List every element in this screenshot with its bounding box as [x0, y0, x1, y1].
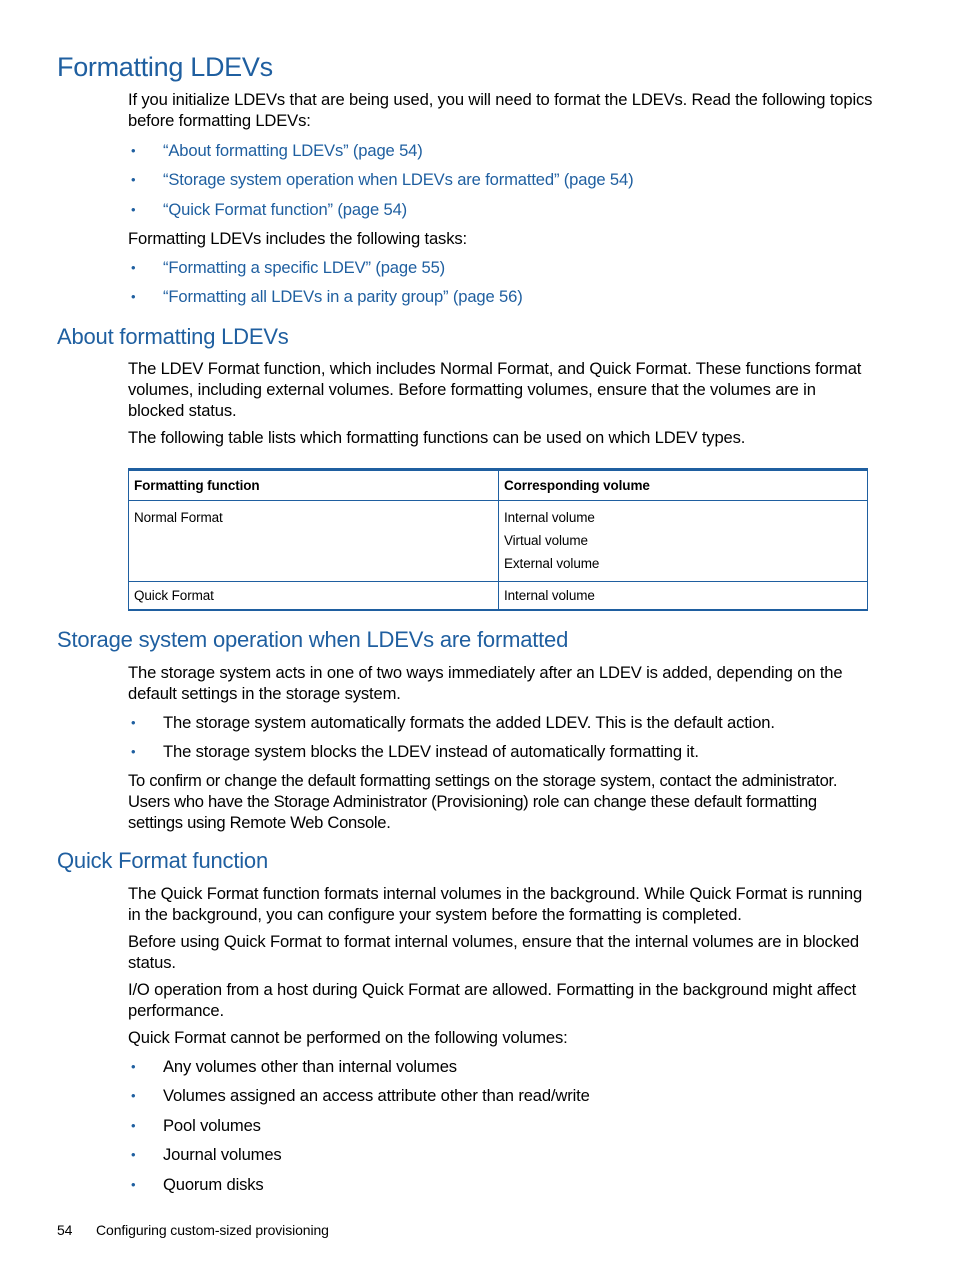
list-item-text: Any volumes other than internal volumes [163, 1057, 457, 1076]
table-header-row [129, 470, 868, 501]
volume-type: Virtual volume [504, 533, 588, 548]
page-footer [57, 1222, 329, 1238]
header-formatting-function: Formatting function [129, 470, 499, 501]
list-item [128, 1144, 873, 1166]
cell-volumes [499, 582, 868, 611]
task-link-item [128, 257, 873, 279]
about-paragraph-1: The LDEV Format function, which includes Normal Format, and Quick Format. These functions format volumes, including external volumes. Before formatting volumes, ensure that the volumes are in blocked status. [128, 359, 862, 420]
cell-function [129, 501, 499, 582]
quick-paragraph-4: Quick Format cannot be performed on the following volumes: [128, 1028, 568, 1047]
heading-storage-operation: Storage system operation when LDEVs are formatted [57, 627, 569, 652]
table-row [129, 582, 868, 611]
table-row [129, 501, 868, 582]
list-item-text: The storage system blocks the LDEV instead of automatically formatting it. [163, 742, 699, 761]
list-item-text: Journal volumes [163, 1145, 282, 1164]
bullet-icon: • [131, 1088, 136, 1103]
quick-paragraph-1: The Quick Format function formats internal volumes in the background. While Quick Format is running in the background, you can configure your system before the formatting is completed. [128, 884, 863, 924]
quick-paragraph-2: Before using Quick Format to format internal volumes, ensure that the internal volumes are in blocked status. [128, 932, 860, 972]
tasks-intro: Formatting LDEVs includes the following tasks: [128, 229, 467, 248]
volume-type: Internal volume [504, 510, 595, 525]
link-format-specific-ldev[interactable]: “Formatting a specific LDEV” (page 55) [163, 258, 446, 277]
bullet-icon: • [131, 143, 136, 158]
quick-paragraph-3: I/O operation from a host during Quick Format are allowed. Formatting in the background might affect performance. [128, 980, 857, 1020]
topic-link-item [128, 140, 873, 162]
task-link-item [128, 286, 873, 308]
chapter-title: Configuring custom-sized provisioning [96, 1222, 329, 1238]
bullet-icon: • [131, 202, 136, 217]
list-item [128, 1085, 873, 1107]
topic-link-item [128, 199, 873, 221]
topic-link-item [128, 169, 873, 191]
header-corresponding-volume: Corresponding volume [499, 470, 868, 501]
function-name: Quick Format [134, 588, 214, 603]
about-paragraph-2: The following table lists which formatting functions can be used on which LDEV types. [128, 428, 746, 447]
list-item [128, 1115, 873, 1137]
page-number: 54 [57, 1222, 73, 1238]
bullet-icon: • [131, 1147, 136, 1162]
volume-type: Internal volume [504, 588, 595, 603]
storage-paragraph-1: The storage system acts in one of two ways immediately after an LDEV is added, depending on the default settings in the storage system. [128, 663, 843, 703]
list-item [128, 1174, 873, 1196]
bullet-icon: • [131, 744, 136, 759]
page-title: Formatting LDEVs [57, 52, 273, 82]
bullet-icon: • [131, 1059, 136, 1074]
list-item [128, 712, 873, 734]
list-item-text: Pool volumes [163, 1116, 261, 1135]
storage-paragraph-2: To confirm or change the default formatting settings on the storage system, contact the administrator. Users who have the Storage Administrator (Provisioning) role can change these default formatting settings using Remote Web Console. [128, 771, 838, 832]
link-quick-format[interactable]: “Quick Format function” (page 54) [163, 200, 408, 219]
bullet-icon: • [131, 715, 136, 730]
list-item-text: Quorum disks [163, 1175, 264, 1194]
volume-type: External volume [504, 556, 600, 571]
list-item [128, 1056, 873, 1078]
heading-quick-format: Quick Format function [57, 848, 268, 873]
list-item [128, 741, 873, 763]
cell-volumes [499, 501, 868, 582]
cell-function [129, 582, 499, 611]
bullet-icon: • [131, 260, 136, 275]
bullet-icon: • [131, 289, 136, 304]
heading-about-formatting: About formatting LDEVs [57, 324, 289, 349]
function-name: Normal Format [134, 510, 223, 525]
link-format-parity-group[interactable]: “Formatting all LDEVs in a parity group” (page 56) [163, 287, 523, 306]
bullet-icon: • [131, 172, 136, 187]
bullet-icon: • [131, 1177, 136, 1192]
link-about-formatting[interactable]: “About formatting LDEVs” (page 54) [163, 141, 423, 160]
list-item-text: The storage system automatically formats the added LDEV. This is the default action. [163, 713, 775, 732]
formatting-functions-table [128, 468, 868, 611]
link-storage-operation[interactable]: “Storage system operation when LDEVs are formatted” (page 54) [163, 170, 634, 189]
intro-paragraph: If you initialize LDEVs that are being used, you will need to format the LDEVs. Read the following topics before formatting LDEVs: [128, 90, 873, 130]
bullet-icon: • [131, 1118, 136, 1133]
list-item-text: Volumes assigned an access attribute other than read/write [163, 1086, 590, 1105]
